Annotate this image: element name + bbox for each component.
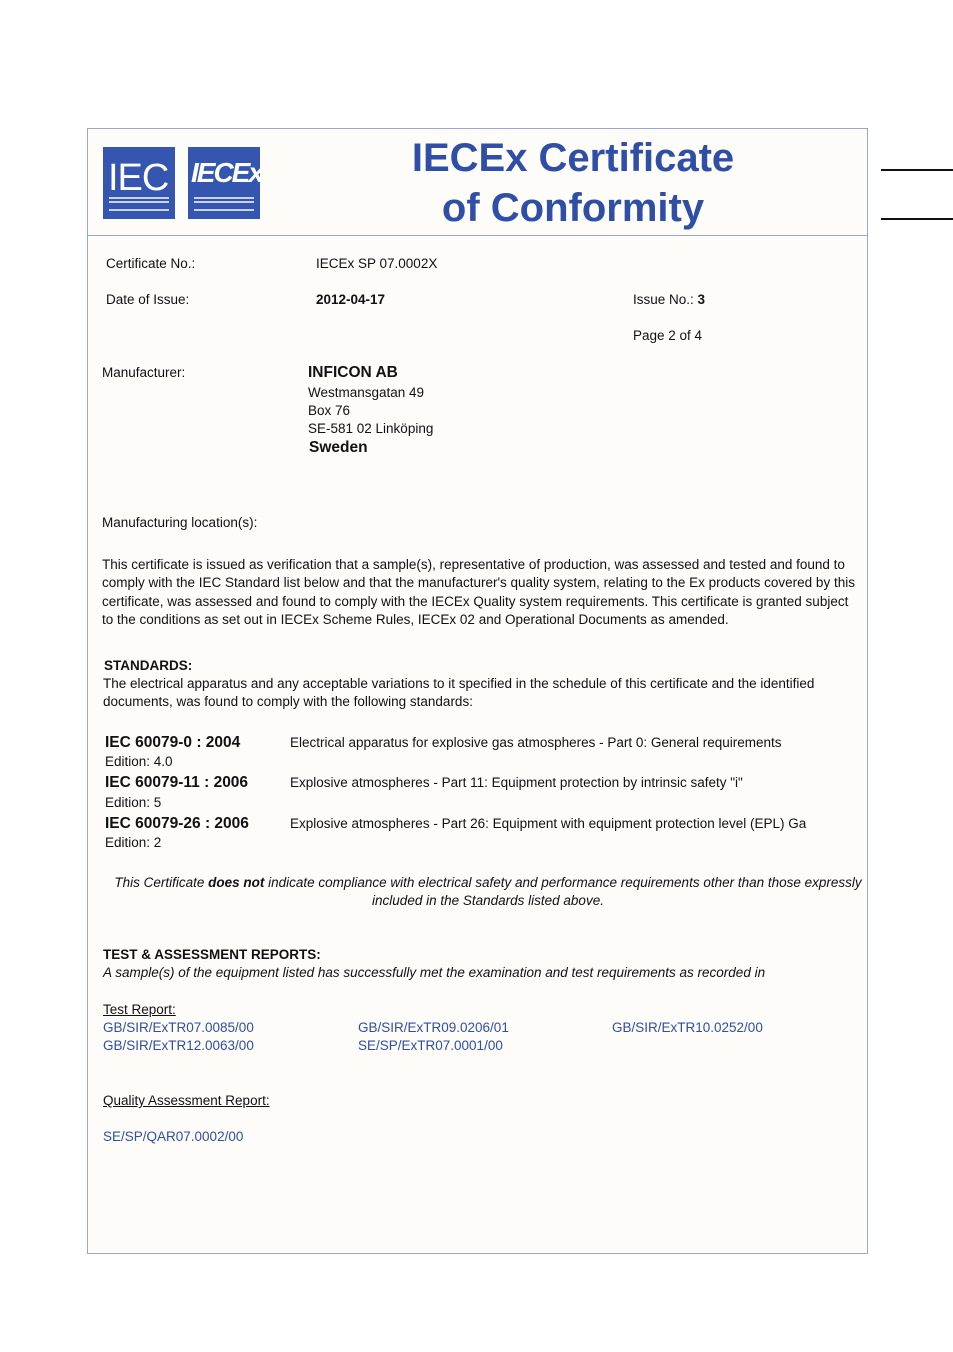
reports-heading: TEST & ASSESSMENT REPORTS: <box>103 947 321 962</box>
iec-logo: IEC <box>103 147 175 219</box>
manufacturer-address-2: Box 76 <box>308 403 351 418</box>
standard-edition-1: Edition: 4.0 <box>105 754 173 769</box>
reports-intro: A sample(s) of the equipment listed has successfully met the examination and test requirements as recorded in <box>103 965 766 980</box>
certificate-header <box>88 129 867 236</box>
standard-title-3: Explosive atmospheres - Part 26: Equipment with equipment protection level (EPL) Ga <box>290 816 807 831</box>
standards-heading: STANDARDS: <box>104 658 193 673</box>
test-report-link[interactable]: GB/SIR/ExTR09.0206/01 <box>358 1020 509 1035</box>
margin-rule-top <box>881 169 953 171</box>
date-value: 2012-04-17 <box>316 292 386 307</box>
standard-title-1: Electrical apparatus for explosive gas atmospheres - Part 0: General requirements <box>290 735 782 750</box>
disclaimer-text: This Certificate does not indicate compliance with electrical safety and performance requirements other than those expressly included in the Standards listed above. <box>114 875 862 909</box>
issue-no: Issue No.: 3 <box>633 292 706 307</box>
certificate-page <box>87 128 868 1254</box>
date-label: Date of Issue: <box>106 292 190 307</box>
test-report-link[interactable]: GB/SIR/ExTR07.0085/00 <box>103 1020 254 1035</box>
test-report-link[interactable]: GB/SIR/ExTR10.0252/00 <box>612 1020 763 1035</box>
margin-rule-bottom <box>881 218 953 220</box>
qar-link[interactable]: SE/SP/QAR07.0002/00 <box>103 1129 244 1144</box>
manufacturer-country: Sweden <box>309 439 368 456</box>
certificate-title: IECEx Certificate of Conformity <box>411 136 735 230</box>
manufacturer-label: Manufacturer: <box>102 365 186 380</box>
iecex-logo: IECEx <box>188 147 260 219</box>
test-report-link[interactable]: SE/SP/ExTR07.0001/00 <box>358 1038 503 1053</box>
standards-intro: The electrical apparatus and any acceptable variations to it specified in the schedule of this certificate and the identified documents, was found to comply with the following standards: <box>103 676 815 710</box>
test-report-link[interactable]: GB/SIR/ExTR12.0063/00 <box>103 1038 254 1053</box>
manufacturer-name: INFICON AB <box>308 364 398 381</box>
manufacturing-locations-label: Manufacturing location(s): <box>102 515 258 530</box>
page-info: Page 2 of 4 <box>633 328 703 343</box>
manufacturer-address-1: Westmansgatan 49 <box>308 385 425 400</box>
standard-title-2: Explosive atmospheres - Part 11: Equipment protection by intrinsic safety "i" <box>290 775 743 790</box>
cert-no-label: Certificate No.: <box>106 256 196 271</box>
standard-code-3: IEC 60079-26 : 2006 <box>105 815 249 832</box>
standard-code-2: IEC 60079-11 : 2006 <box>105 774 249 791</box>
test-report-label: Test Report: <box>103 1002 176 1017</box>
standard-edition-3: Edition: 2 <box>105 835 162 850</box>
cert-no-value: IECEx SP 07.0002X <box>316 256 438 271</box>
manufacturer-address-3: SE-581 02 Linköping <box>308 421 434 436</box>
standard-code-1: IEC 60079-0 : 2004 <box>105 734 241 751</box>
verification-text: This certificate is issued as verification that a sample(s), representative of production, was assessed and tested and found to comply with the IEC Standard list below and that the manufacturer's quality system, relating to the Ex products covered by this certificate, was assessed and found to comply with the IECEx Quality system requirements. This certificate is granted subject to the conditions as set out in IECEx Scheme Rules, IECEx 02 and Operational Documents as amended. <box>102 557 855 627</box>
standard-edition-2: Edition: 5 <box>105 795 162 810</box>
qar-label: Quality Assessment Report: <box>103 1093 270 1108</box>
